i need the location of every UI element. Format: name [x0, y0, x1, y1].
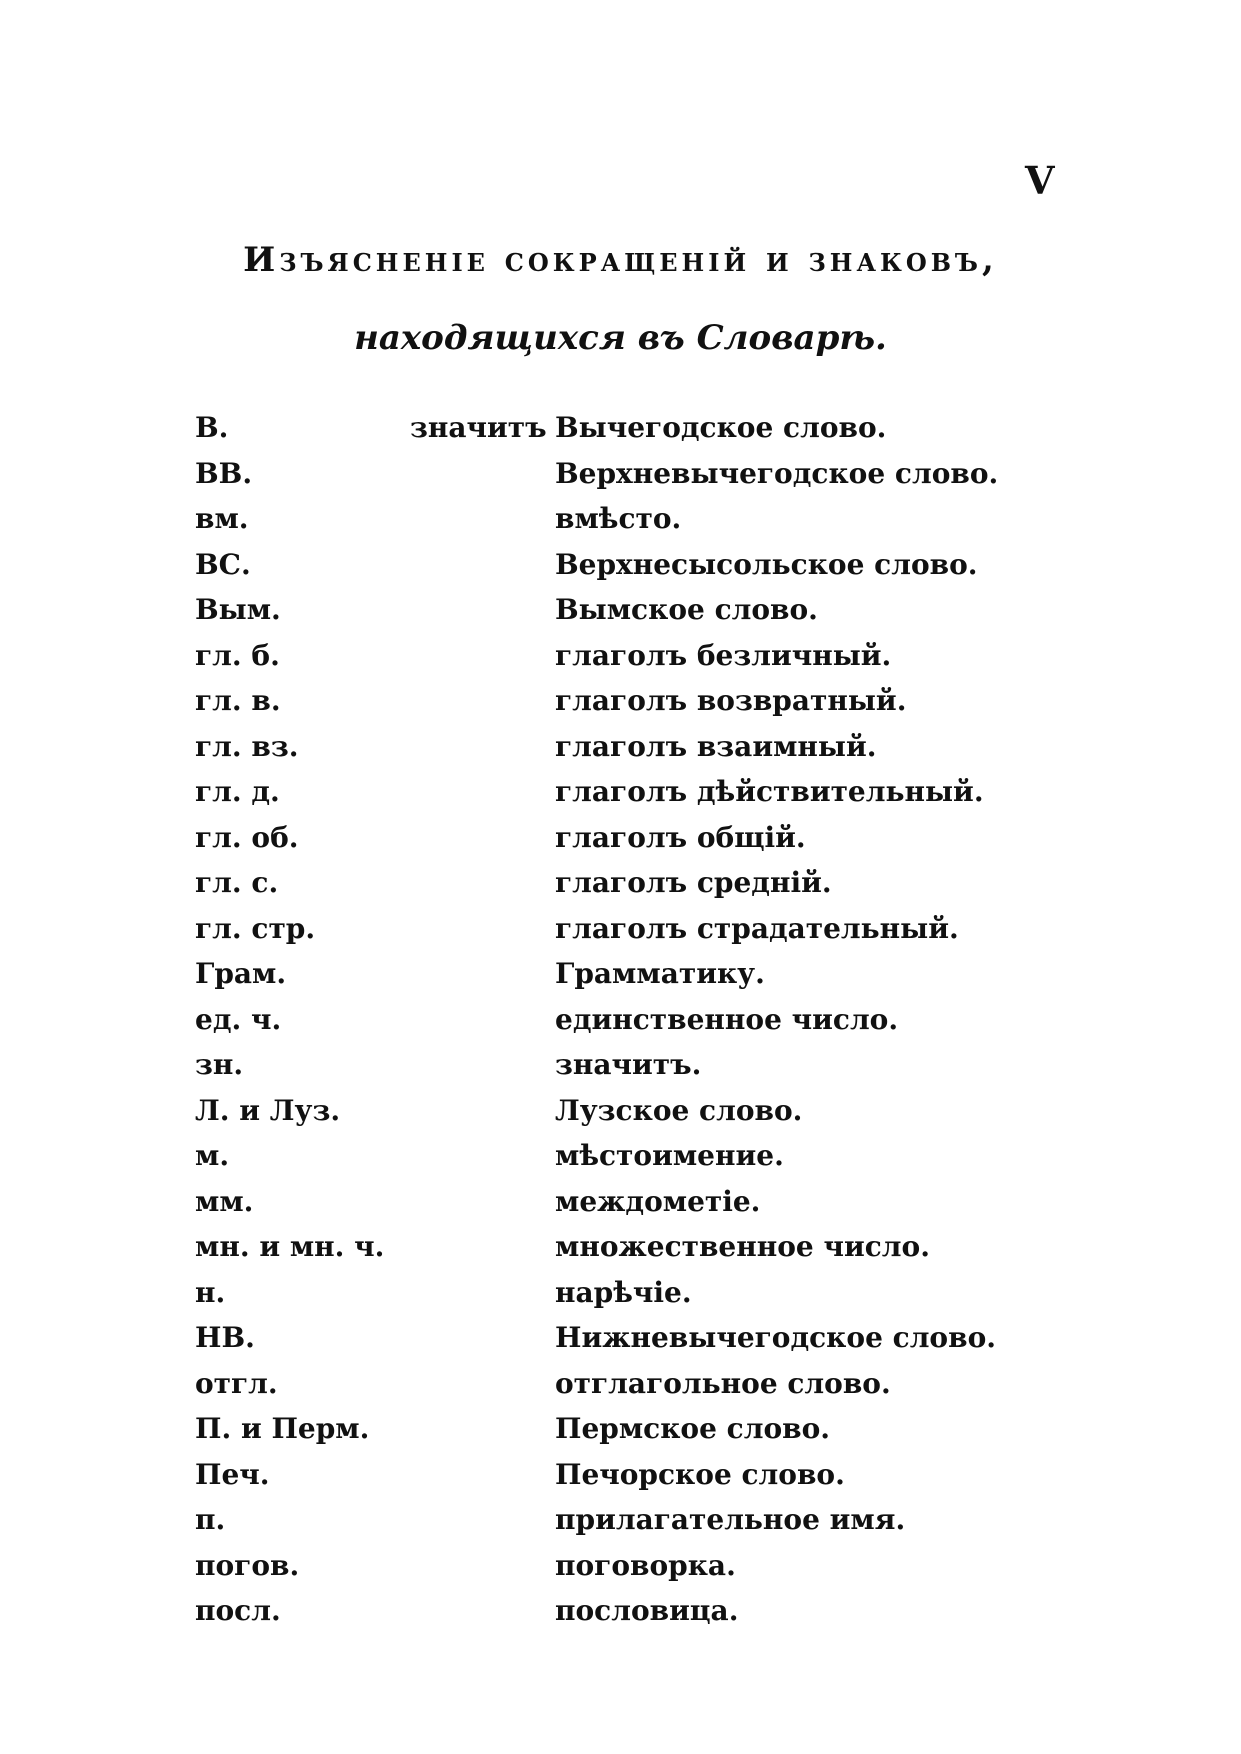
meaning: Верхнесысольское слово.	[555, 547, 978, 581]
list-item	[195, 1591, 1055, 1637]
list-item	[195, 454, 1055, 500]
abbreviation: П. и Перм.	[195, 1412, 370, 1445]
meaning: отглагольное слово.	[555, 1366, 891, 1400]
meaning: глаголъ дѣйствительный.	[555, 775, 984, 808]
abbreviation: н.	[195, 1275, 226, 1309]
meaning: нарѣчіе.	[555, 1275, 692, 1309]
abbreviation: гл. в.	[195, 684, 281, 717]
meaning: мѣстоимение.	[555, 1139, 784, 1172]
list-item	[195, 1500, 1055, 1546]
list-item	[195, 1273, 1055, 1319]
abbreviation: НВ.	[195, 1321, 255, 1354]
list-item	[195, 1227, 1055, 1273]
page-title: Изъясненіе сокращеній и знаковъ,	[243, 240, 998, 280]
meaning: глаголъ взаимный.	[555, 729, 877, 763]
list-item	[195, 545, 1055, 591]
first-prefix: значитъ	[410, 411, 547, 444]
list-item	[195, 1182, 1055, 1228]
list-item	[195, 681, 1055, 727]
meaning: Вымское слово.	[555, 593, 818, 626]
abbreviation: мм.	[195, 1184, 254, 1218]
list-item	[195, 1318, 1055, 1364]
list-item	[195, 636, 1055, 682]
meaning: глаголъ возвратный.	[555, 684, 907, 717]
meaning: прилагательное имя.	[555, 1503, 906, 1536]
list-item	[195, 954, 1055, 1000]
abbreviation: отгл.	[195, 1366, 278, 1400]
abbreviation: ВВ.	[195, 456, 253, 490]
meaning: Нижневычегодское слово.	[555, 1321, 996, 1354]
list-item	[195, 408, 1055, 454]
abbreviation: зн.	[195, 1048, 244, 1081]
meaning: пословица.	[555, 1594, 739, 1627]
meaning: глаголъ страдательный.	[555, 911, 959, 945]
abbreviation: м.	[195, 1139, 230, 1172]
meaning: Пермское слово.	[555, 1412, 831, 1445]
abbreviation: ед. ч.	[195, 1002, 282, 1036]
abbreviation: Вым.	[195, 593, 281, 626]
abbreviation: Л. и Луз.	[195, 1093, 341, 1127]
list-item	[195, 1364, 1055, 1410]
list-item	[195, 1091, 1055, 1137]
abbreviation: мн. и мн. ч.	[195, 1230, 385, 1263]
abbreviation: ВС.	[195, 547, 251, 581]
list-item	[195, 863, 1055, 909]
list-item	[195, 590, 1055, 636]
list-item	[195, 1409, 1055, 1455]
meaning: поговорка.	[555, 1548, 736, 1582]
abbreviation: гл. с.	[195, 866, 279, 899]
abbreviation: Печ.	[195, 1457, 270, 1491]
list-item	[195, 1136, 1055, 1182]
abbreviation: гл. об.	[195, 820, 299, 854]
list-item	[195, 1455, 1055, 1501]
abbreviation-list	[195, 408, 1055, 1637]
meaning: глаголъ средній.	[555, 866, 832, 899]
list-item	[195, 909, 1055, 955]
list-item	[195, 1546, 1055, 1592]
page-number: V	[1025, 158, 1055, 203]
list-item	[195, 772, 1055, 818]
list-item	[195, 818, 1055, 864]
abbreviation: посл.	[195, 1594, 281, 1627]
meaning: единственное число.	[555, 1002, 899, 1036]
meaning: множественное число.	[555, 1230, 930, 1263]
abbreviation: гл. вз.	[195, 729, 299, 763]
abbreviation: В.	[195, 411, 229, 444]
list-item	[195, 727, 1055, 773]
abbreviation: гл. б.	[195, 638, 280, 672]
abbreviation: Грам.	[195, 957, 287, 990]
meaning: вмѣсто.	[555, 502, 682, 535]
meaning: Грамматику.	[555, 957, 765, 990]
meaning: междометіе.	[555, 1184, 761, 1218]
meaning: Лузское слово.	[555, 1093, 803, 1127]
list-item	[195, 499, 1055, 545]
meaning: глаголъ общій.	[555, 820, 806, 854]
abbreviation: п.	[195, 1503, 226, 1536]
meaning: глаголъ безличный.	[555, 638, 892, 672]
page-subtitle: находящихся въ Словарѣ.	[354, 318, 887, 358]
abbreviation: гл. д.	[195, 775, 280, 808]
abbreviation: вм.	[195, 502, 249, 535]
meaning: Печорское слово.	[555, 1457, 845, 1491]
meaning: Вычегодское слово.	[555, 411, 887, 444]
meaning: Верхневычегодское слово.	[555, 456, 999, 490]
abbreviation: гл. стр.	[195, 911, 316, 945]
list-item	[195, 1000, 1055, 1046]
abbreviation: погов.	[195, 1548, 300, 1582]
meaning: значитъ.	[555, 1048, 702, 1081]
list-item	[195, 1045, 1055, 1091]
